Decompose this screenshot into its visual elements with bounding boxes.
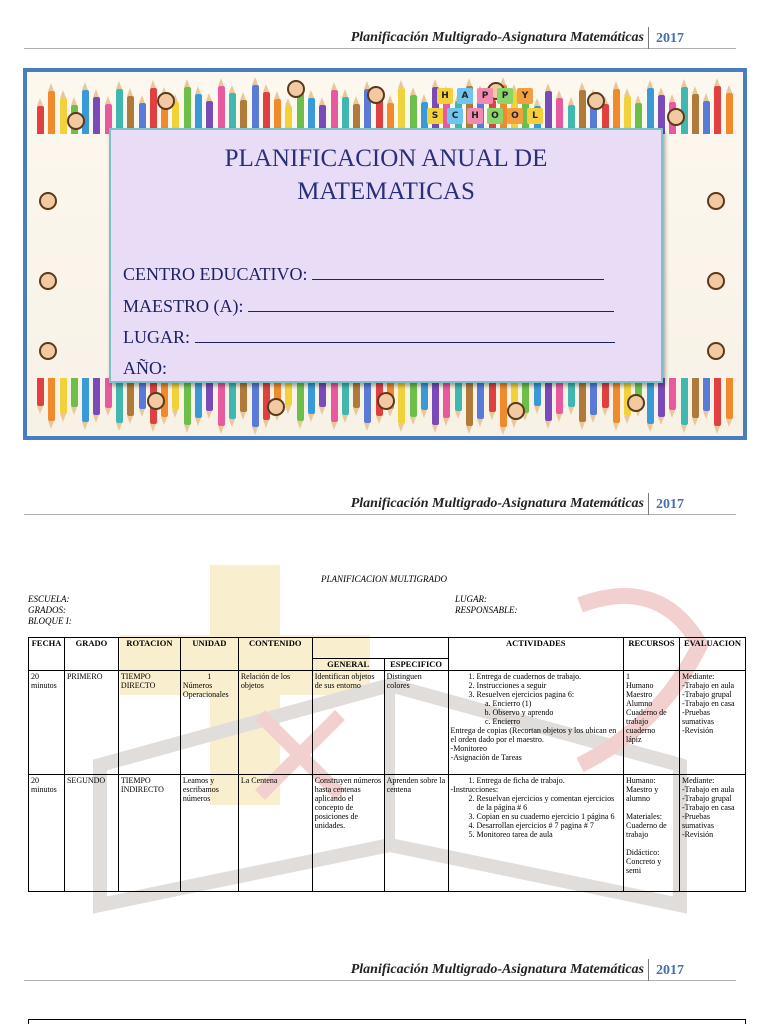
pencil-decoration	[60, 378, 67, 414]
cover-title-line-1: PLANIFICACION ANUAL DE	[224, 145, 548, 172]
pencil-decoration	[37, 106, 44, 134]
header-title: Planificación Multigrado-Asignatura Matemáticas	[350, 962, 644, 977]
resource-spacer	[626, 803, 677, 812]
pencil-decoration	[432, 378, 439, 425]
child-illustration	[707, 192, 725, 210]
evaluation-line: -Pruebas sumativas	[681, 708, 714, 726]
letter-block: O	[507, 108, 523, 124]
letter-block: A	[457, 88, 473, 104]
list-item: 1. Entrega de ficha de trabajo.	[477, 776, 621, 785]
col-recursos: RECURSOS	[623, 638, 679, 671]
pencil-decoration	[331, 378, 338, 422]
list-item: b. Observo y aprendo	[493, 708, 621, 717]
sub-list	[477, 699, 621, 726]
pencil-decoration	[398, 378, 405, 424]
col-actividades: ACTIVIDADES	[448, 638, 623, 671]
cell-actividades	[448, 671, 623, 775]
child-illustration	[267, 398, 285, 416]
letter-block: C	[447, 108, 463, 124]
col-rotacion: ROTACION	[118, 638, 180, 671]
pencil-decoration	[703, 378, 710, 411]
cover-card	[109, 128, 663, 383]
pencil-decoration	[500, 378, 507, 427]
col-grado: GRADO	[64, 638, 118, 671]
pencil-decoration	[545, 378, 552, 421]
pencil-decoration	[184, 378, 191, 425]
cover-title	[111, 142, 661, 208]
list-item: 1. Entrega de cuadernos de trabajo.	[477, 672, 621, 681]
pencil-decoration	[82, 378, 89, 422]
pencil-decoration	[252, 85, 259, 134]
evaluation-line: -Trabajo grupal	[681, 690, 732, 699]
cell-evaluacion	[679, 671, 745, 775]
list-item: 2. Instrucciones a seguir	[477, 681, 621, 690]
cell-contenido: La Centena	[238, 775, 312, 892]
child-illustration	[627, 394, 645, 412]
list-item	[477, 690, 621, 726]
resource-line: Maestro y alumno	[625, 785, 659, 803]
pencil-decoration	[669, 378, 676, 410]
letter-block: Y	[517, 88, 533, 104]
field-label: AÑO:	[123, 358, 167, 378]
letter-block: P	[477, 88, 493, 104]
header-title: Planificación Multigrado-Asignatura Matemáticas	[350, 30, 644, 45]
col-fecha: FECHA	[29, 638, 65, 671]
meta-lugar: LUGAR:	[455, 594, 487, 604]
cell-actividades	[448, 775, 623, 892]
meta-left	[28, 594, 72, 627]
cell-fecha: 20 minutos	[29, 671, 65, 775]
page-header	[24, 27, 736, 49]
pencil-decoration	[613, 378, 620, 423]
resource-line: Cuaderno de trabajo	[625, 708, 667, 726]
child-illustration	[667, 108, 685, 126]
child-illustration	[287, 80, 305, 98]
pencil-decoration	[443, 378, 450, 418]
activity-note: -Asignación de Tareas	[450, 753, 522, 762]
resource-line: cuaderno	[625, 726, 656, 735]
evaluation-line: -Revisión	[681, 726, 714, 735]
evaluation-line: -Trabajo en casa	[681, 699, 735, 708]
child-illustration	[377, 392, 395, 410]
field-centro-educativo	[123, 264, 604, 285]
activity-note: Entrega de copias (Recortan objetos y los ubican en el orden dado por el maestro.	[450, 726, 617, 744]
list-item: c. Encierro	[493, 717, 621, 726]
pencil-decoration	[489, 378, 496, 412]
field-lugar	[123, 327, 615, 348]
cell-recursos	[623, 775, 679, 892]
pencil-decoration	[714, 86, 721, 134]
pencil-decoration	[703, 101, 710, 134]
cell-general: Construyen números hasta centenas aplicando el concepto de posiciones de unidades.	[312, 775, 384, 892]
pencil-decoration	[48, 378, 55, 421]
evaluation-line: -Trabajo grupal	[681, 794, 732, 803]
header-year: 2017	[656, 963, 684, 978]
field-label: MAESTRO (A):	[123, 296, 244, 316]
pencil-decoration	[263, 378, 270, 420]
evaluation-line: -Trabajo en aula	[681, 681, 735, 690]
pencil-decoration	[726, 378, 733, 419]
pencil-decoration	[579, 378, 586, 422]
activities-list	[451, 672, 621, 726]
child-illustration	[367, 86, 385, 104]
activities-list	[451, 776, 621, 785]
resource-line: Alumno	[625, 699, 653, 708]
col-contenido: CONTENIDO	[238, 638, 312, 671]
meta-grados: GRADOS:	[28, 605, 66, 615]
table-header-row	[29, 638, 746, 659]
resource-line: 1	[625, 672, 630, 681]
cell-rotacion: TIEMPO DIRECTO	[118, 671, 180, 775]
cell-unidad	[180, 671, 238, 775]
header-title: Planificación Multigrado-Asignatura Matemáticas	[350, 496, 644, 511]
child-illustration	[587, 92, 605, 110]
col-general: GENERAL	[312, 659, 384, 671]
letter-block: S	[427, 108, 443, 124]
list-item: 4. Desarrollan ejercicios # 7 pagina # 7	[477, 821, 621, 830]
field-underline	[312, 266, 604, 280]
pencil-decoration	[252, 378, 259, 427]
resource-line: Humano:	[625, 776, 656, 785]
pencil-decoration	[714, 378, 721, 426]
pencil-decoration	[60, 98, 67, 134]
meta-bloque: BLOQUE I:	[28, 616, 72, 626]
unidad-text: Números Operacionales	[182, 681, 229, 699]
list-item: 5. Monitoreo tarea de aula	[477, 830, 621, 839]
pencil-decoration	[692, 378, 699, 418]
pencil-decoration	[658, 378, 665, 417]
col-evaluacion: EVALUACION	[679, 638, 745, 671]
unidad-number: 1	[207, 672, 212, 681]
list-item: 3. Copian en su cuaderno ejercicio 1 página 6	[477, 812, 621, 821]
pencil-decoration	[477, 378, 484, 419]
header-separator	[648, 493, 649, 515]
evaluation-line: -Trabajo en casa	[681, 803, 735, 812]
cell-grado: SEGUNDO	[64, 775, 118, 892]
pencil-decoration	[410, 378, 417, 417]
table-row	[29, 671, 746, 775]
pencil-decoration	[37, 378, 44, 406]
evaluation-line: -Revisión	[681, 830, 714, 839]
resource-line: Concreto y semi	[625, 857, 662, 875]
col-especifico: ESPECIFICO	[384, 659, 448, 671]
pencil-decoration	[364, 378, 371, 423]
header-year: 2017	[656, 497, 684, 512]
cell-general: Identifican objetos de sus entorno	[312, 671, 384, 775]
cell-rotacion: TIEMPO INDIRECTO	[118, 775, 180, 892]
pencil-decoration	[93, 378, 100, 415]
pencil-decoration	[240, 378, 247, 412]
col-unidad: UNIDAD	[180, 638, 238, 671]
field-label: CENTRO EDUCATIVO:	[123, 264, 308, 284]
letter-block: L	[527, 108, 543, 124]
resource-line: Didáctico:	[625, 848, 660, 857]
pencil-decoration	[590, 378, 597, 415]
field-maestro	[123, 296, 614, 317]
child-illustration	[147, 392, 165, 410]
field-label: LUGAR:	[123, 327, 190, 347]
pencil-decoration	[48, 91, 55, 134]
page-header	[24, 493, 736, 515]
cell-grado: PRIMERO	[64, 671, 118, 775]
pencil-decoration	[127, 378, 134, 416]
cover-title-line-2: MATEMATICAS	[297, 178, 475, 205]
document-heading: PLANIFICACION MULTIGRADO	[320, 574, 448, 584]
resource-line: lápiz	[625, 735, 642, 744]
meta-right	[455, 594, 518, 616]
pencil-decoration	[297, 378, 304, 421]
evaluation-line: Mediante:	[681, 672, 715, 681]
pencil-decoration	[184, 87, 191, 134]
resource-line: Maestro	[625, 690, 653, 699]
cell-recursos	[623, 671, 679, 775]
pencil-decoration	[218, 86, 225, 134]
cell-contenido: Relación de los objetos	[238, 671, 312, 775]
pencil-decoration	[308, 378, 315, 414]
cell-especifico: Aprenden sobre la centena	[384, 775, 448, 892]
pencil-decoration	[726, 93, 733, 134]
table-row	[29, 775, 746, 892]
pencil-decoration	[218, 378, 225, 426]
page-header	[24, 959, 736, 981]
list-item: 2. Resuelvan ejercicios y comentan ejercicios de la página # 6	[477, 794, 621, 812]
pencil-decoration	[647, 378, 654, 424]
child-illustration	[67, 112, 85, 130]
list-item: a. Encierro (1)	[493, 699, 621, 708]
field-underline	[248, 298, 614, 312]
cell-especifico: Distinguen colores	[384, 671, 448, 775]
col-objetivos	[312, 638, 448, 659]
cover-frame	[23, 68, 747, 440]
header-separator	[648, 27, 649, 49]
letter-block: H	[437, 88, 453, 104]
resource-spacer	[626, 839, 677, 848]
child-illustration	[39, 272, 57, 290]
evaluation-line: Mediante:	[681, 776, 715, 785]
child-illustration	[707, 342, 725, 360]
evaluation-line: -Trabajo en aula	[681, 785, 735, 794]
list-item-text: Resuelven ejercicios pagina 6:	[476, 690, 575, 699]
child-illustration	[157, 92, 175, 110]
child-illustration	[39, 192, 57, 210]
pencil-decoration	[195, 378, 202, 418]
child-illustration	[707, 272, 725, 290]
pencil-decoration	[466, 378, 473, 426]
activity-note: -Instrucciones:	[450, 785, 499, 794]
pencil-decoration	[692, 94, 699, 134]
letter-block: O	[487, 108, 503, 124]
pencil-decoration	[556, 378, 563, 414]
pencil-decoration	[82, 90, 89, 134]
letter-block: H	[467, 108, 483, 124]
pencil-decoration	[116, 378, 123, 423]
meta-responsable: RESPONSABLE:	[455, 605, 518, 615]
pencil-decoration	[229, 378, 236, 419]
field-underline	[195, 329, 615, 343]
pencil-border-top	[37, 82, 733, 134]
pencil-decoration	[71, 378, 78, 407]
resource-line: Materiales:	[625, 812, 662, 821]
cell-fecha: 20 minutos	[29, 775, 65, 892]
pencil-decoration	[342, 378, 349, 415]
cell-unidad: Leamos y escribamos números	[180, 775, 238, 892]
evaluation-line: -Pruebas sumativas	[681, 812, 714, 830]
letter-block: P	[497, 88, 513, 104]
pencil-decoration	[93, 97, 100, 134]
resource-line: Humano	[625, 681, 654, 690]
child-illustration	[39, 342, 57, 360]
activities-list	[451, 794, 621, 839]
meta-escuela: ESCUELA:	[28, 594, 70, 604]
cell-evaluacion	[679, 775, 745, 892]
pencil-decoration	[681, 378, 688, 425]
header-year: 2017	[656, 31, 684, 46]
next-page-table-edge	[28, 1019, 746, 1024]
resource-line: Cuaderno de trabajo	[625, 821, 667, 839]
planning-table	[28, 637, 746, 892]
activity-note: -Monitoreo	[450, 744, 487, 753]
header-separator	[648, 959, 649, 981]
field-ano	[123, 358, 167, 379]
child-illustration	[507, 402, 525, 420]
